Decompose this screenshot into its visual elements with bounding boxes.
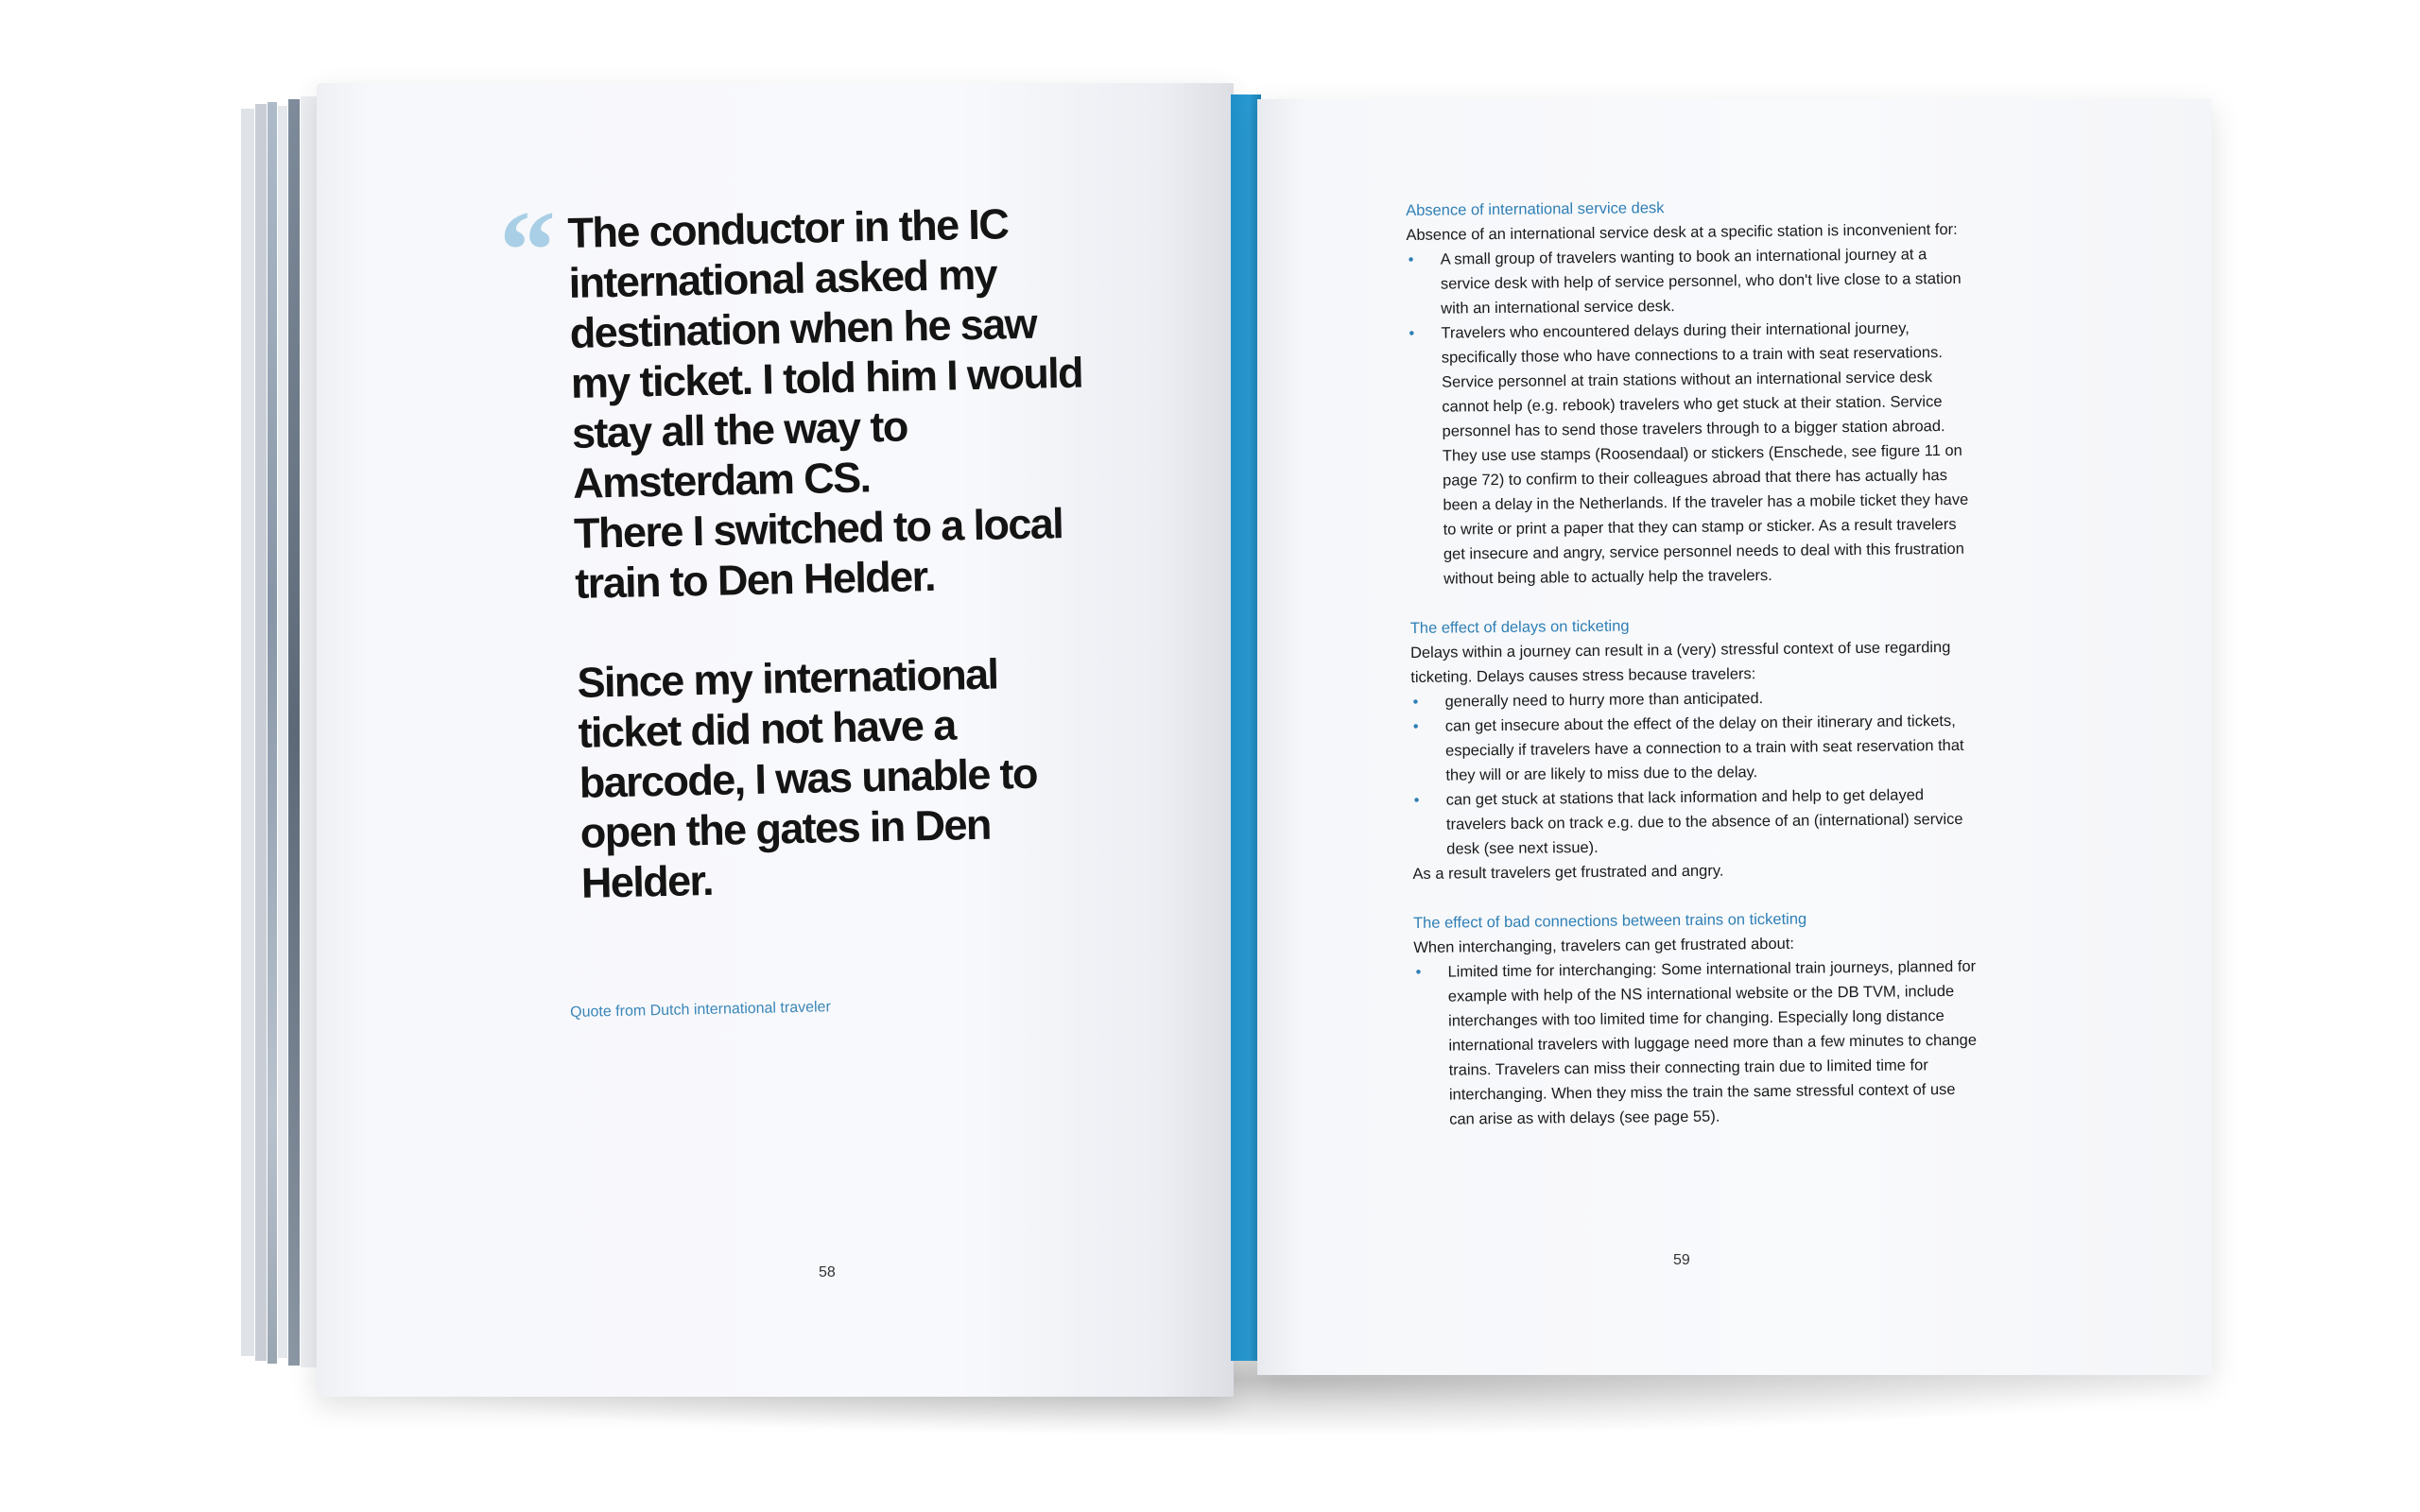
page-edge	[301, 96, 318, 1367]
quote-paragraph: The conductor in the IC international asked my destination when he saw my ticket. I told him I would stay all the way to Amsterdam CS. There I switched to a local train to Den Helder.	[567, 199, 1083, 608]
page-number-right: 59	[1673, 1252, 1690, 1268]
page-number-left: 58	[819, 1264, 836, 1280]
page-edge	[255, 104, 267, 1361]
section-connections	[1413, 905, 1982, 1132]
section-intro: Absence of an international service desk at a specific station is inconvenient for:	[1406, 220, 1958, 244]
section-title: Absence of international service desk	[1406, 199, 1665, 219]
list-item: • Limited time for interchanging: Some international train journeys, planned for example with help of the NS international website or the DB TVM, include interchanges with too limited time for changing. Especially long distance international travelers with luggage need more than a few minutes to change trains. Travelers can miss their connecting train due to limited time for interchanging. When they miss the train the same stressful context of use can arise as with delays (see page 55).	[1413, 954, 1982, 1132]
bullet-list	[1407, 242, 1978, 592]
section-title: The effect of delays on ticketing	[1409, 617, 1630, 637]
section-outro: As a result travelers get frustrated and angry.	[1412, 862, 1724, 883]
page-edge	[241, 109, 254, 1356]
right-page-content	[1406, 193, 1983, 1157]
section-title: The effect of bad connections between trains on ticketing	[1412, 910, 1807, 932]
list-item: • can get stuck at stations that lack information and help to get delayed travelers back on track e.g. due to the absence of an (international) service desk (see next issue).	[1412, 782, 1980, 862]
section-intro: Delays within a journey can result in a (very) stressful context of use regarding ticketing. Delays causes stress because travelers:	[1409, 638, 1951, 686]
page-edge	[278, 106, 287, 1358]
section-service-desk	[1406, 193, 1977, 592]
quote-mark-icon: “	[499, 187, 556, 313]
section-delays	[1410, 610, 1980, 886]
list-item: • can get insecure about the effect of the delay on their itinerary and tickets, especially if travelers have a connection to a train with seat reservation that they will or are likely to miss due to the delay.	[1411, 709, 1979, 788]
list-item: • generally need to hurry more than anticipated.	[1410, 684, 1978, 714]
bullet-list	[1410, 684, 1979, 862]
list-item: • Travelers who encountered delays during their international journey, specifically those who have connections to a train with seat reservations. Service personnel at train stations without an international service desk cannot help (e.g. rebook) travelers who get stuck at their station. Service personnel has to send those travelers through to a bigger station abroad. They use use stamps (Roosendaal) or stickers (Enschede, see figure 11 on page 72) to confirm to their colleagues abroad that there has actually has been a delay in the Netherlands. If the traveler has a mobile ticket they have to write or print a paper that they can stamp or sticker. As a result travelers get insecure and angry, service personnel needs to deal with this frustration without being able to actually help the travelers.	[1407, 316, 1977, 592]
page-edge	[288, 99, 300, 1366]
page-edge	[268, 102, 277, 1364]
pull-quote	[567, 197, 1112, 957]
quote-paragraph: Since my international ticket did not have a barcode, I was unable to open the gates in Den Helder.	[576, 649, 1038, 907]
bullet-list	[1413, 954, 1982, 1132]
section-intro: When interchanging, travelers can get frustrated about:	[1413, 935, 1795, 956]
quote-source: Quote from Dutch international traveler	[570, 999, 831, 1021]
list-item: • A small group of travelers wanting to book an international journey at a service desk with help of service personnel, who don't live close to a station with an international service desk.	[1407, 242, 1975, 321]
